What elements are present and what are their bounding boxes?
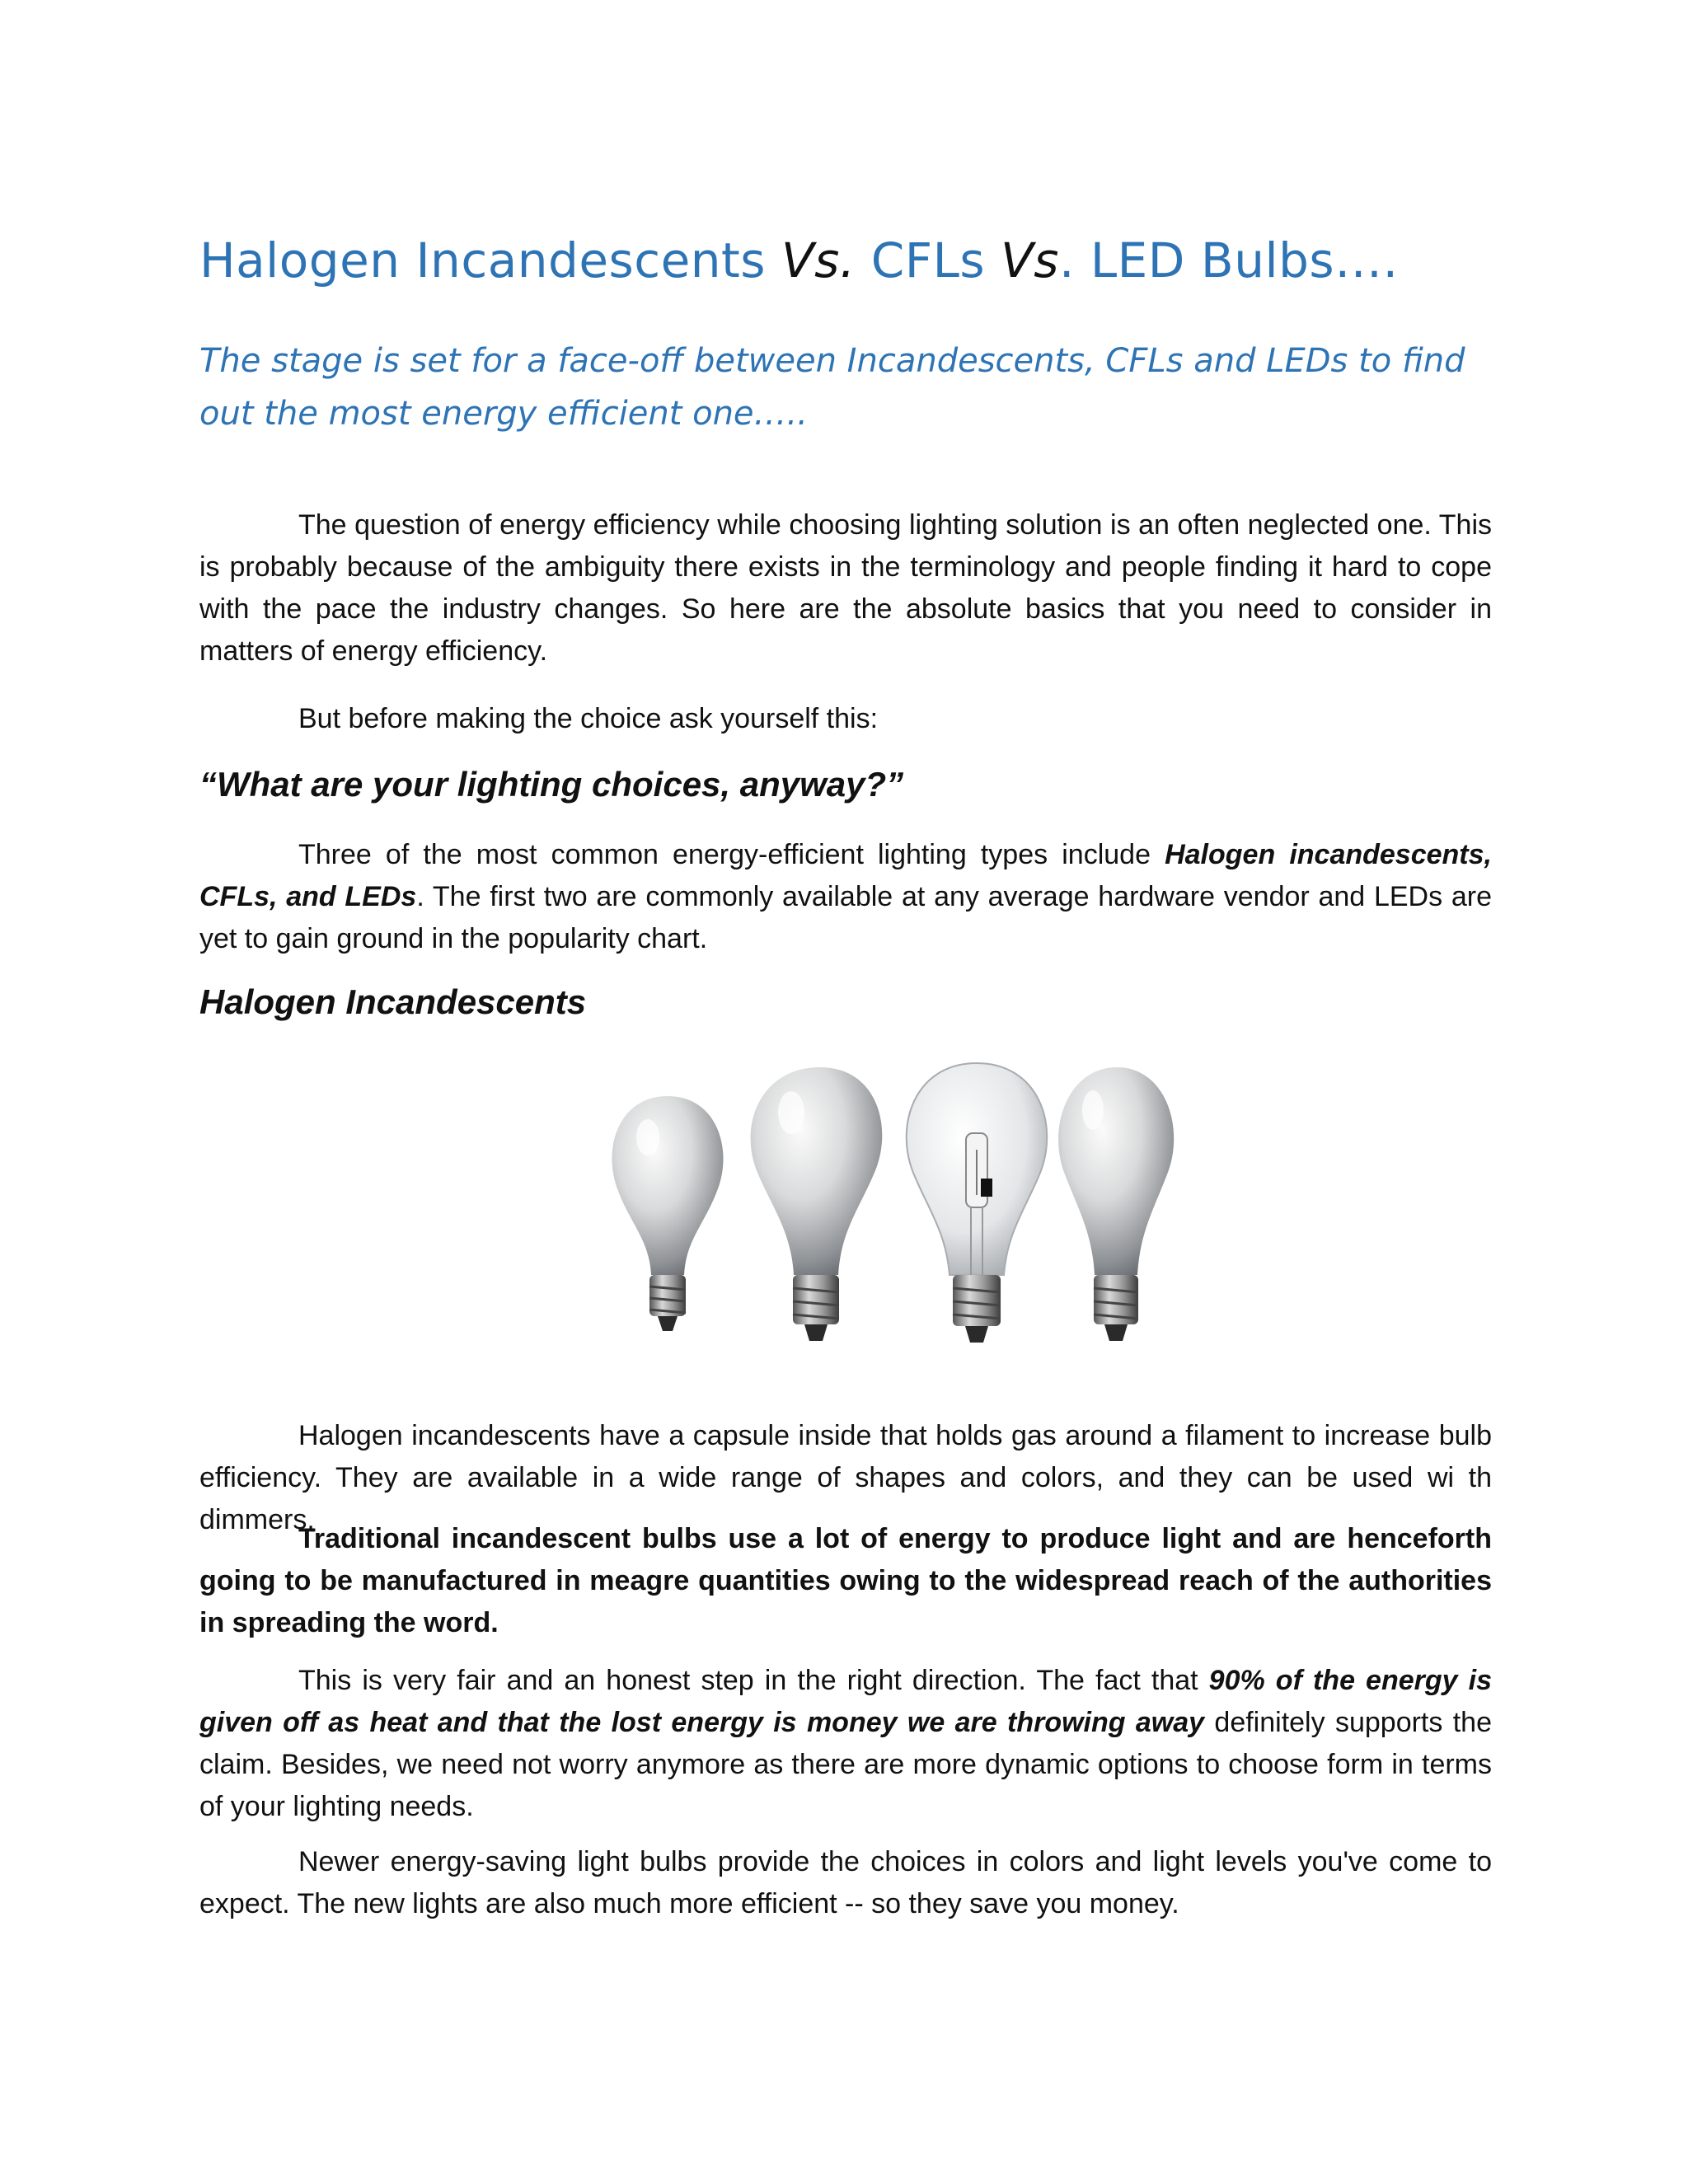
intro-paragraph-1-text: The question of energy efficiency while choosing lighting solution is an often neglected one. This is probably because of the ambiguity there exists in the terminology and people finding it hard to cope with the pace the industry changes. So here are the absolute basics that you need to consider in matters of energy efficiency.	[199, 509, 1492, 667]
choices-highlight: Halogen incandescents, CFLs, and LEDs	[199, 839, 1492, 912]
halogen-paragraph-1-text: Halogen incandescents have a capsule inside that holds gas around a filament to increase bulb efficiency. They are available in a wide range of shapes and colors, and they can be used wi th dimmers.	[199, 1420, 1492, 1535]
halogen-paragraph-2	[199, 1518, 1492, 1644]
bulb-4	[1058, 1067, 1174, 1341]
title-part-led: . LED Bulbs….	[1058, 232, 1399, 288]
title-part-halogen: Halogen Incandescents	[199, 232, 781, 288]
halogen-paragraph-4	[199, 1841, 1492, 1925]
intro-paragraph-1	[199, 504, 1492, 673]
bulb-3-halogen-clear	[907, 1063, 1047, 1343]
section-heading-halogen: Halogen Incandescents	[199, 982, 587, 1021]
bulb-1	[612, 1096, 724, 1331]
halogen-paragraph-3	[199, 1660, 1492, 1828]
choices-text-after: . The first two are commonly available at any average hardware vendor and LEDs are yet to gain ground in the popularity chart.	[199, 881, 1492, 954]
question-heading: “What are your lighting choices, anyway?”	[199, 765, 904, 804]
light-bulbs-image	[593, 1059, 1187, 1364]
title-part-cfls: CFLs	[855, 232, 1001, 288]
halogen-paragraph-4-text: Newer energy-saving light bulbs provide the choices in colors and light levels you've come to expect. The new lights are also much more efficient -- so they save you money.	[199, 1846, 1492, 1919]
subtitle: The stage is set for a face-off between Incandescents, CFLs and LEDs to find out the most energy efficient one…..	[199, 342, 1465, 433]
title-vs-1: Vs.	[781, 232, 856, 288]
choices-text-before: Three of the most common energy-efficient lighting types include	[298, 839, 1165, 870]
bulb-2	[751, 1067, 883, 1341]
halogen-paragraph-3-highlight: 90% of the energy is given off as heat and that the lost energy is money we are throwing away	[199, 1665, 1492, 1738]
halogen-paragraph-3-after: definitely supports the claim. Besides, we need not worry anymore as there are more dynamic options to choose form in terms of your lighting needs.	[199, 1707, 1492, 1822]
halogen-paragraph-2-text: Traditional incandescent bulbs use a lot of energy to produce light and are henceforth going to be manufactured in meagre quantities owing to the widespread reach of the authorities in spreading the word.	[199, 1523, 1492, 1638]
halogen-paragraph-3-before: This is very fair and an honest step in the right direction. The fact that	[298, 1665, 1209, 1696]
page-title	[199, 232, 1399, 288]
title-vs-2: Vs	[1001, 232, 1059, 288]
intro-paragraph-2	[199, 698, 1492, 740]
intro-paragraph-2-text: But before making the choice ask yourself this:	[298, 703, 879, 734]
choices-paragraph	[199, 834, 1492, 960]
